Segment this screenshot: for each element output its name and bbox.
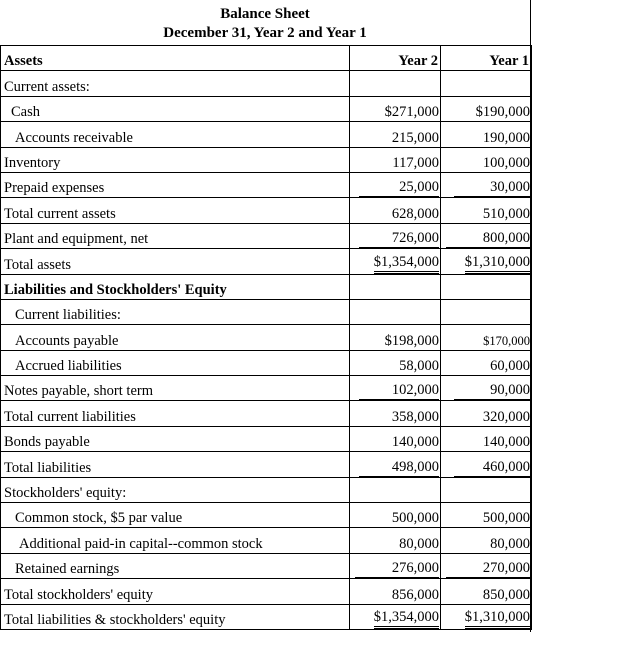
sheet-header	[0, 0, 530, 44]
table-row	[1, 426, 532, 451]
year1-value: 100,000	[482, 154, 530, 171]
year2-value: 80,000	[399, 535, 439, 552]
row-label: Accrued liabilities	[1, 350, 350, 375]
year2-value: 140,000	[391, 434, 439, 451]
row-label: Inventory	[1, 147, 350, 172]
year1-value: 800,000	[446, 231, 530, 248]
year1-value	[441, 71, 532, 96]
row-label: Accounts payable	[1, 325, 350, 350]
row-label: Additional paid-in capital--common stock	[1, 528, 350, 553]
year2-value	[350, 71, 441, 96]
year1-value: $1,310,000	[465, 255, 530, 274]
year1-value: $1,310,000	[465, 610, 530, 629]
year2-value: 500,000	[391, 510, 439, 527]
row-label: Retained earnings	[1, 553, 350, 578]
year2-value: $198,000	[384, 332, 439, 349]
year1-value: 140,000	[482, 434, 530, 451]
row-label: Total current liabilities	[1, 401, 350, 426]
year1-value: 510,000	[482, 205, 530, 222]
row-label: Liabilities and Stockholders' Equity	[1, 274, 350, 299]
year1-value: 30,000	[454, 180, 530, 197]
table-row	[1, 147, 532, 172]
year2-value: 102,000	[359, 383, 439, 400]
row-label: Cash	[1, 96, 350, 121]
row-label: Total current assets	[1, 198, 350, 223]
table-row	[1, 223, 532, 248]
table-row	[1, 325, 532, 350]
year2-value: $1,354,000	[374, 255, 439, 274]
table-row	[1, 172, 532, 197]
table-row	[1, 299, 532, 324]
table-row	[1, 401, 532, 426]
year1-value: $190,000	[475, 104, 530, 121]
sheet-subtitle: December 31, Year 2 and Year 1	[163, 25, 367, 41]
year1-value: 190,000	[482, 129, 530, 146]
table-row	[1, 350, 532, 375]
year2-value: 628,000	[391, 205, 439, 222]
year2-value: 58,000	[399, 358, 439, 375]
year1-value: 60,000	[490, 358, 530, 375]
year1-value: 320,000	[482, 408, 530, 425]
year2-value: 276,000	[355, 561, 439, 578]
row-label: Bonds payable	[1, 426, 350, 451]
row-label: Notes payable, short term	[1, 376, 350, 401]
row-label: Accounts receivable	[1, 122, 350, 147]
row-label: Common stock, $5 par value	[1, 503, 350, 528]
year1-value: 90,000	[454, 383, 530, 400]
row-label: Current assets:	[1, 71, 350, 96]
row-label: Current liabilities:	[1, 299, 350, 324]
table-row	[1, 553, 532, 578]
year1-value: 80,000	[490, 535, 530, 552]
year2-value: $271,000	[384, 104, 439, 121]
sheet-title: Balance Sheet	[220, 6, 310, 22]
table-row	[1, 274, 532, 299]
year2-value: 117,000	[392, 154, 439, 171]
year1-value: 460,000	[454, 460, 530, 477]
year2-value: 856,000	[391, 586, 439, 603]
table-row	[1, 96, 532, 121]
table-row	[1, 376, 532, 401]
row-label: Total assets	[1, 249, 350, 274]
table-row	[1, 528, 532, 553]
year2-value: 358,000	[391, 408, 439, 425]
year2-value: $1,354,000	[374, 610, 439, 629]
year1-value: 850,000	[482, 586, 530, 603]
year1-value: 500,000	[482, 510, 530, 527]
table-row	[1, 122, 532, 147]
balance-table	[0, 45, 532, 630]
assets-header: Assets	[1, 46, 350, 71]
row-label: Stockholders' equity:	[1, 477, 350, 502]
year2-header: Year 2	[350, 46, 441, 71]
year2-value: 215,000	[391, 129, 439, 146]
table-row	[1, 579, 532, 604]
row-label: Total stockholders' equity	[1, 579, 350, 604]
table-row	[1, 477, 532, 502]
table-row	[1, 249, 532, 274]
year1-header: Year 1	[441, 46, 532, 71]
row-label: Plant and equipment, net	[1, 223, 350, 248]
table-row	[1, 452, 532, 477]
row-label: Prepaid expenses	[1, 172, 350, 197]
table-row	[1, 71, 532, 96]
row-label: Total liabilities	[1, 452, 350, 477]
year1-value: $170,000	[483, 333, 530, 348]
table-row	[1, 604, 532, 629]
year2-value: 498,000	[359, 460, 439, 477]
year2-value: 726,000	[359, 231, 439, 248]
year2-value: 25,000	[359, 180, 439, 197]
table-row	[1, 198, 532, 223]
row-label: Total liabilities & stockholders' equity	[1, 604, 350, 629]
year1-value: 270,000	[446, 561, 530, 578]
table-row	[1, 503, 532, 528]
table-header-row	[1, 46, 532, 71]
